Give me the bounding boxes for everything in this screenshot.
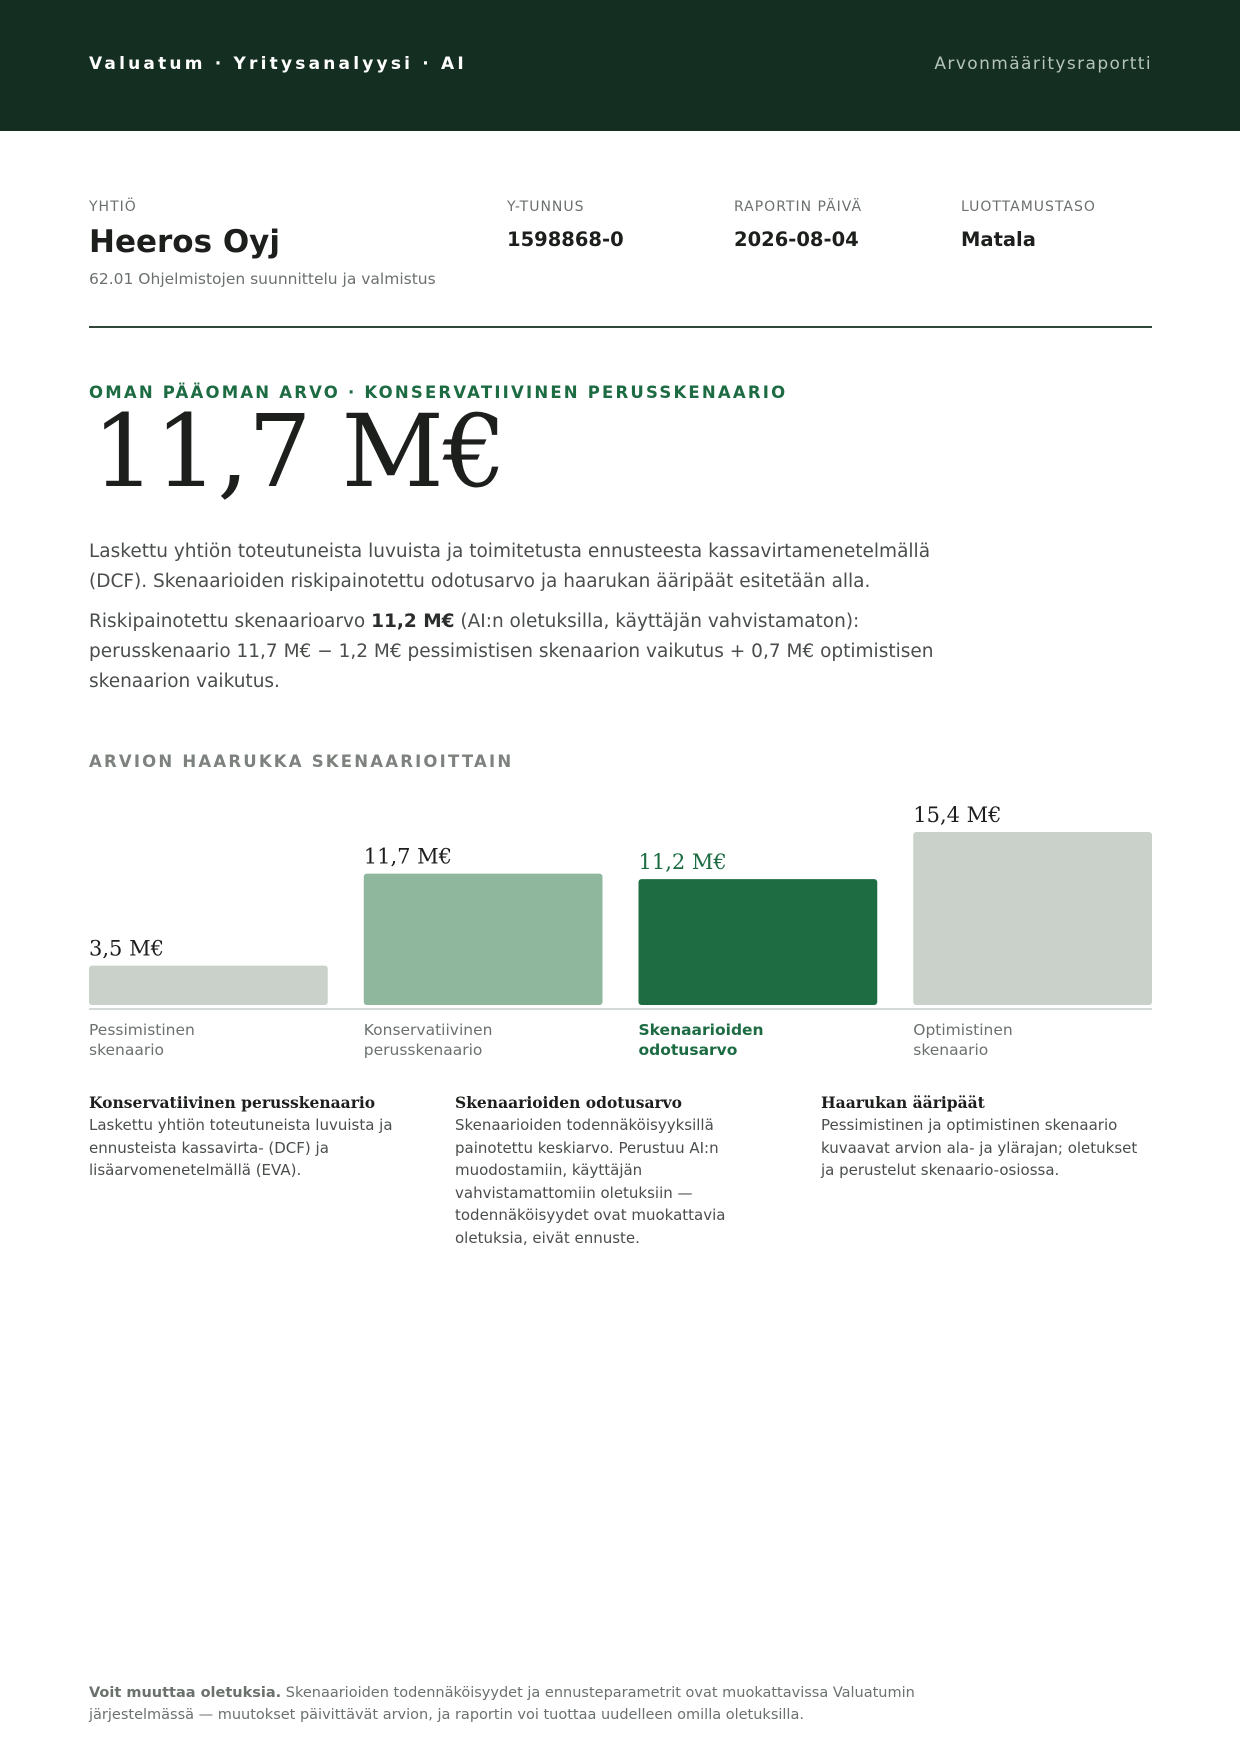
note-body: Pessimistinen ja optimistinen skenaario kuvaavat arvion ala- ja ylärajan; oletukset ja perustelut skenaario-osiossa. — [821, 1116, 1138, 1179]
note-body: Skenaarioiden todennäköisyyksillä painotettu keskiarvo. Perustuu AI:n muodostamiin, käyttäjän vahvistamattomiin oletuksiin — todennäköisyydet ovat muokattavia oletuksia, eivät ennuste. — [455, 1116, 726, 1247]
weighted-suffix: (AI:n oletuksilla, käyttäjän vahvistamaton): perusskenaario 11,7 M€ − 1,2 M€ pessimistisen skenaarion vaikutus + 0,7 M€ optimistisen skenaarion vaikutus. — [89, 611, 934, 692]
business-id-label: Y-TUNNUS — [507, 199, 585, 215]
company-name: Heeros Oyj — [89, 224, 281, 260]
note-expected-value — [455, 1092, 785, 1249]
report-date-label: RAPORTIN PÄIVÄ — [734, 199, 863, 215]
equity-value: 11,7 M€ — [92, 393, 506, 510]
weighted-prefix: Riskipainotettu skenaarioarvo — [89, 611, 372, 632]
bar-value-label: 3,5 M€ — [89, 936, 164, 961]
bar-value-label: 11,7 M€ — [363, 844, 453, 869]
confidence-value: Matala — [961, 228, 1036, 251]
weighted-value: 11,2 M€ — [371, 611, 455, 632]
document-type: Arvonmääritysraportti — [934, 54, 1152, 74]
scenario-bar-chart — [89, 795, 1152, 1065]
valuation-description: Laskettu yhtiön toteutuneista luvuista ja toimitetusta ennusteesta kassavirtamenetelmällä (DCF). Skenaarioiden riskipainotettu odotusarvo ja haarukan ääripäät esitetään alla. — [89, 541, 931, 592]
footer-note — [89, 1683, 989, 1726]
bar-value-label: 15,4 M€ — [913, 803, 1002, 827]
brand-name: Valuatum · Yritysanalyysi · AI — [89, 54, 467, 74]
note-title: Skenaarioiden odotusarvo — [455, 1093, 683, 1112]
company-industry: 62.01 Ohjelmistojen suunnittelu ja valmistus — [89, 270, 436, 288]
business-id-value: 1598868-0 — [507, 228, 624, 251]
note-title: Haarukan ääripäät — [821, 1093, 985, 1112]
footer-text: Skenaarioiden todennäköisyydet ja ennusteparametrit ovat muokattavissa Valuatumin järjestelmässä — muutokset päivittävät arvion, ja raportin voi tuottaa uudelleen omilla oletuksilla. — [89, 1685, 915, 1723]
bar-category-label: Optimistinen skenaario — [913, 1021, 1013, 1059]
confidence-label: LUOTTAMUSTASO — [961, 199, 1096, 215]
bar-1 — [89, 966, 328, 1005]
weighted-value-text — [89, 607, 989, 697]
bar-4 — [913, 832, 1152, 1005]
header-divider — [89, 326, 1152, 328]
footer-bold: Voit muuttaa oletuksia. — [89, 1685, 282, 1701]
bar-category-label: Pessimistinen skenaario — [89, 1021, 195, 1059]
chart-plot — [89, 795, 1152, 1010]
report-date-value: 2026-08-04 — [734, 228, 859, 251]
valuation-eyebrow: OMAN PÄÄOMAN ARVO · KONSERVATIIVINEN PERUSSKENAARIO — [89, 383, 788, 402]
bar-3 — [639, 879, 878, 1005]
chart-title: ARVION HAARUKKA SKENAARIOITTAIN — [89, 752, 514, 771]
top-bar — [0, 0, 1240, 131]
bar-value-label: 11,2 M€ — [638, 850, 727, 875]
company-label: YHTIÖ — [89, 199, 137, 215]
note-title: Konservatiivinen perusskenaario — [89, 1093, 376, 1112]
bar-category-label: Konservatiivinen perusskenaario — [363, 1021, 493, 1059]
note-body: Laskettu yhtiön toteutuneista luvuista ja ennusteista kassavirta- (DCF) ja lisäarvomenetelmällä (EVA). — [89, 1116, 393, 1179]
bar-category-label: Skenaarioiden odotusarvo — [638, 1021, 764, 1059]
bar-2 — [364, 874, 603, 1005]
note-base-scenario — [89, 1092, 419, 1182]
note-range-extremes — [821, 1092, 1151, 1182]
